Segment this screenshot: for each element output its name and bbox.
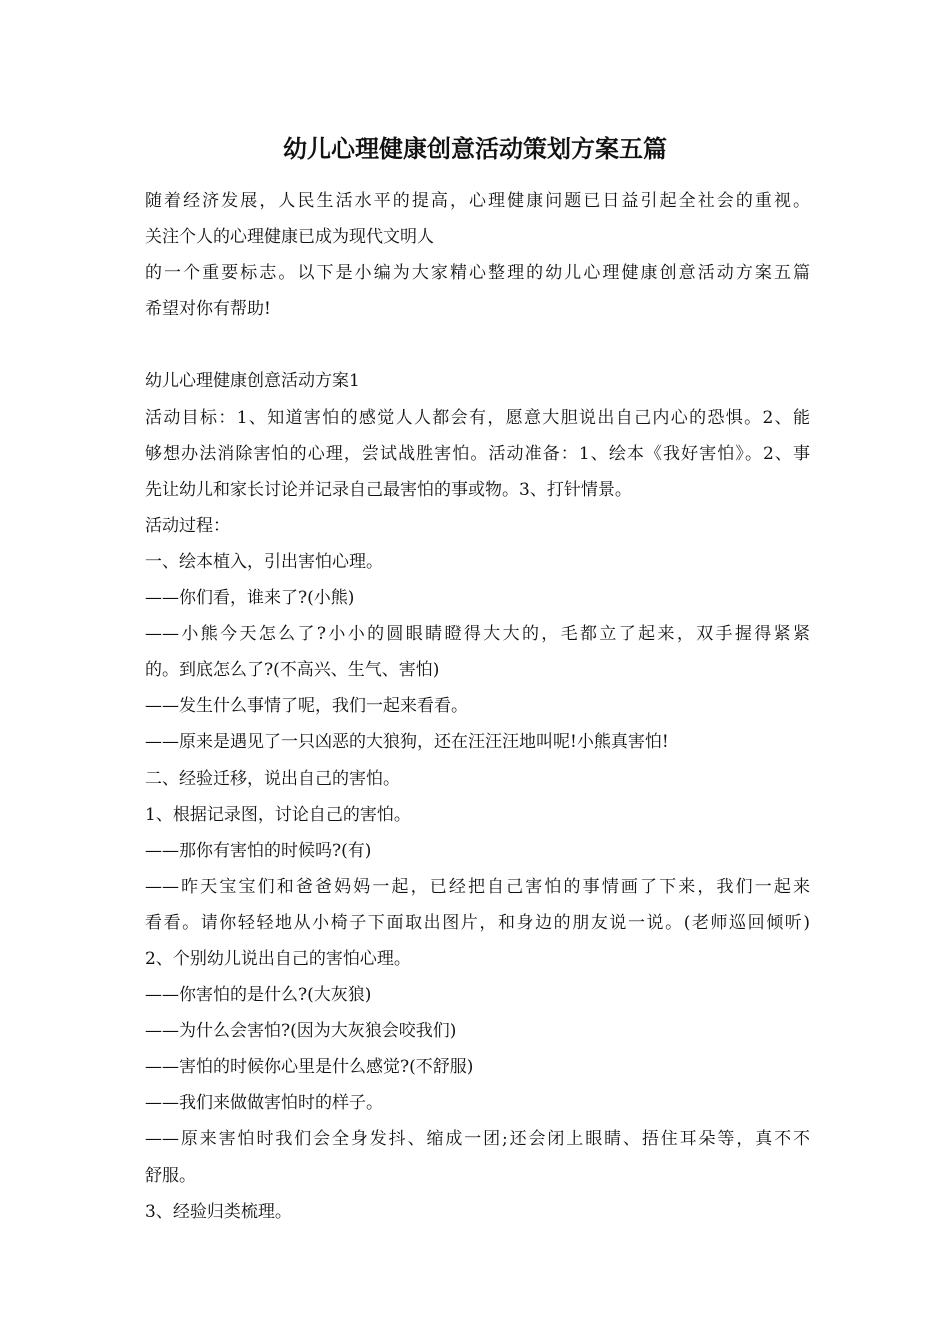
text-line: 二、经验迁移，说出自己的害怕。 [145, 768, 400, 789]
text-line: 看看。请你轻轻地从小椅子下面取出图片，和身边的朋友说一说。(老师巡回倾听) [145, 912, 810, 933]
text-line: 2、个别幼儿说出自己的害怕心理。 [145, 948, 411, 969]
text-line: ——昨天宝宝们和爸爸妈妈一起，已经把自己害怕的事情画了下来，我们一起来 [145, 876, 810, 897]
text-line: 的一个重要标志。以下是小编为大家精心整理的幼儿心理健康创意活动方案五篇 [145, 263, 810, 284]
text-line: 活动目标：1、知道害怕的感觉人人都会有，愿意大胆说出自己内心的恐惧。2、能 [145, 407, 810, 428]
text-line: ——发生什么事情了呢，我们一起来看看。 [145, 696, 468, 717]
text-line: ——小熊今天怎么了?小小的圆眼睛瞪得大大的，毛都立了起来，双手握得紧紧 [145, 624, 810, 645]
blank-line [145, 327, 810, 363]
text-line: 的。到底怎么了?(不高兴、生气、害怕) [145, 660, 440, 681]
document-title: 幼儿心理健康创意活动策划方案五篇 [283, 134, 667, 163]
text-line: 先让幼儿和家长讨论并记录自己最害怕的事或物。3、打针情景。 [145, 479, 632, 500]
text-line: ——你们看，谁来了?(小熊) [145, 588, 355, 609]
text-line: ——为什么会害怕?(因为大灰狼会咬我们) [145, 1021, 457, 1042]
text-line: ——你害怕的是什么?(大灰狼) [145, 985, 372, 1006]
text-line: 够想办法消除害怕的心理，尝试战胜害怕。活动准备：1、绘本《我好害怕》。2、事 [145, 443, 810, 464]
text-line: 随着经济发展，人民生活水平的提高，心理健康问题已日益引起全社会的重视。 [145, 191, 810, 211]
text-line: 幼儿心理健康创意活动方案1 [145, 371, 360, 392]
text-line: ——原来害怕时我们会全身发抖、缩成一团;还会闭上眼睛、捂住耳朵等，真不不 [145, 1129, 810, 1150]
text-line: ——原来是遇见了一只凶恶的大狼狗，还在汪汪汪地叫呢!小熊真害怕! [145, 732, 669, 753]
document-body [145, 183, 810, 1230]
text-line: 希望对你有帮助! [145, 299, 271, 320]
text-line: 舒服。 [145, 1165, 196, 1186]
text-line: ——那你有害怕的时候吗?(有) [145, 840, 372, 861]
text-line: ——害怕的时候你心里是什么感觉?(不舒服) [145, 1057, 474, 1078]
text-line: 关注个人的心理健康已成为现代文明人 [145, 227, 434, 248]
text-line: 3、经验归类梳理。 [145, 1201, 292, 1222]
text-line: 1、根据记录图，讨论自己的害怕。 [145, 804, 411, 825]
text-line: 一、绘本植入，引出害怕心理。 [145, 551, 383, 572]
text-line: 活动过程： [145, 515, 230, 536]
text-line: ——我们来做做害怕时的样子。 [145, 1093, 383, 1114]
